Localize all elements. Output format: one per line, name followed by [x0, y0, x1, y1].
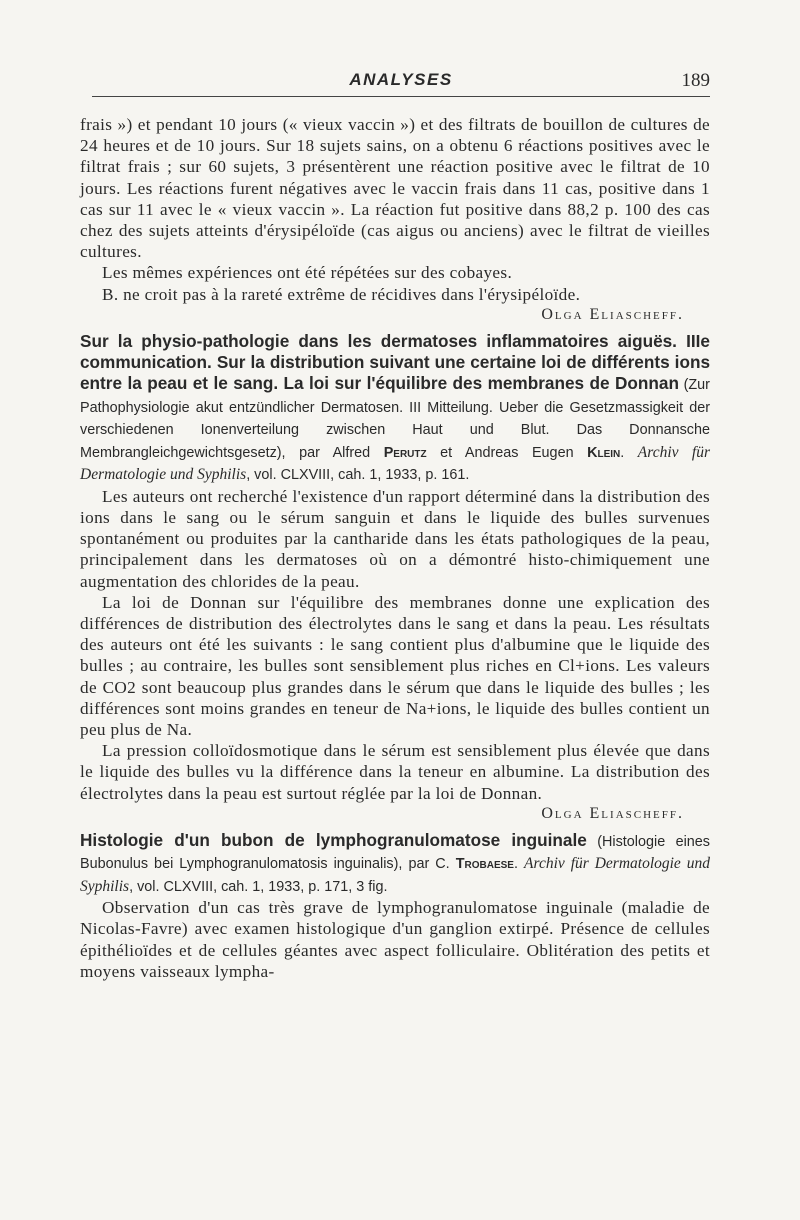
article-reference: .	[620, 444, 638, 461]
article-reference: (Histologie eines Bubonulus bei Lymphogranulomatosis inguinalis), par C.	[80, 833, 711, 873]
signature: Olga Eliascheff.	[541, 804, 684, 822]
running-title: ANALYSES	[349, 70, 453, 89]
paragraph: La loi de Donnan sur l'équilibre des membranes donne une explication des différences de distribution des électrolytes dans le sang et dans la peau. Les résultats des auteurs ont été les suivants : le sang contient plus d'albumine que le liquide des bulles ; au contraire, les bulles sont sensiblement plus riches en Cl+ions. Les valeurs de CO2 sont beaucoup plus grandes dans le sérum que dans le liquide des bulles ; les différences sont moins grandes en teneur de Na+ions, le liquide des bulles contient un peu plus de Na.	[80, 592, 710, 739]
paragraph-continued: frais ») et pendant 10 jours (« vieux vaccin ») et des filtrats de bouillon de cultures de 24 heures et de 10 jours. Sur 18 sujets sains, on a obtenu 6 réactions positives avec le filtrat frais ; sur 60 sujets, 3 présentèrent une réaction positive avec le filtrat de 10 jours. Les réactions furent négatives avec le vaccin frais dans 11 cas, positive dans 1 cas sur 11 avec le « vieux vaccin ». La réaction fut positive dans 88,2 p. 100 des cas chez des sujets atteints d'érysipéloïde (cas aigus ou anciens) avec le filtrat de vieilles cultures.	[80, 115, 710, 262]
article-reference: et Andreas Eugen	[426, 444, 588, 461]
page-header	[92, 66, 710, 97]
article-title: Sur la physio-pathologie dans les dermatoses inflammatoires aiguës. IIIe communication. Sur la distribution suivant une certaine loi de différents ions entre la peau et le sang. La loi sur l'équilibre des membranes de Donnan	[80, 330, 710, 394]
author-name: Klein	[587, 444, 621, 461]
page-number: 189	[681, 70, 710, 91]
signature: Olga Eliascheff.	[541, 305, 684, 323]
page-body	[80, 114, 710, 982]
paragraph: B. ne croit pas à la rareté extrême de récidives dans l'érysipéloïde.	[102, 284, 581, 304]
article-reference: .	[513, 856, 525, 873]
journal-name: Archiv für Dermatologie und Syphilis	[80, 443, 710, 484]
paragraph: Les auteurs ont recherché l'existence d'un rapport déterminé dans la distribution des ions dans le sang ou le sérum sanguin et dans le liquide des bulles survenues spontanément ou produites par la cantharide dans les états pathologiques de la peau, principalement dans les dermatoses où on a démontré histo-chimiquement une augmentation des chlorides de la peau.	[80, 486, 710, 591]
author-name: Perutz	[383, 444, 427, 461]
article-reference: (Zur Pathophysiologie akut entzündlicher Dermatosen. III Mitteilung. Ueber die Gesetzmassigkeit der verschiedenen Ionenverteilung zwischen Haut und Blut. Das Donnansche Membrangleichgewichtsgesetz), par Alfred	[80, 377, 710, 461]
article-heading	[80, 331, 710, 486]
paragraph: Les mêmes expériences ont été répétées sur des cobayes.	[102, 263, 513, 283]
article-heading	[80, 830, 710, 898]
paragraph: Observation d'un cas très grave de lymphogranulomatose inguinale (maladie de Nicolas-Favre) avec examen histologique d'un ganglion extirpé. Présence de cellules épithélioïdes et de cellules géantes avec aspect folliculaire. Oblitération des petits et moyens vaisseaux lympha-	[80, 898, 710, 981]
article-reference: , vol. CLXVIII, cah. 1, 1933, p. 161.	[246, 467, 470, 484]
article-reference: , vol. CLXVIII, cah. 1, 1933, p. 171, 3 fig.	[129, 878, 388, 895]
paragraph: La pression colloïdosmotique dans le sérum est sensiblement plus élevée que dans le liquide des bulles vu la différence dans la teneur en albumine. La distribution des électrolytes dans la peau est surtout réglée par la loi de Donnan.	[80, 741, 710, 803]
author-name: Trobaese	[455, 856, 514, 873]
article-title: Histologie d'un bubon de lymphogranulomatose inguinale	[80, 829, 587, 850]
journal-name: Archiv für Dermatologie und Syphilis	[80, 855, 710, 895]
